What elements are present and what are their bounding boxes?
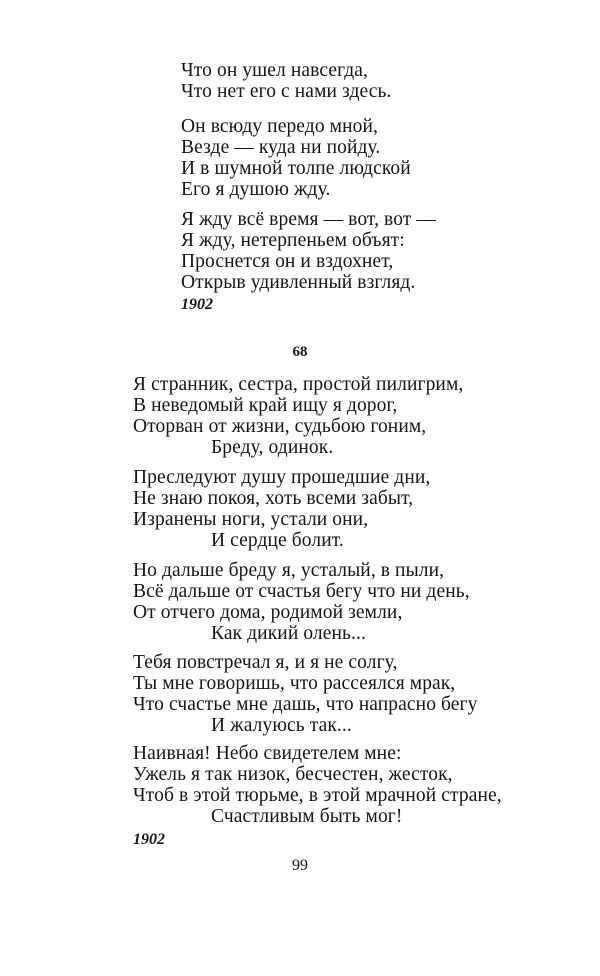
- poem-line: Счастливым быть мог!: [211, 806, 403, 827]
- page-number: 99: [292, 857, 308, 874]
- poem-line: От отчего дома, родимой земли,: [133, 602, 403, 623]
- poem-line: Что он ушел навсегда,: [181, 60, 368, 81]
- prev-poem-stanza-2: [181, 116, 411, 200]
- poem-stanza-1: [133, 374, 463, 458]
- poem-line: И сердце болит.: [211, 530, 344, 551]
- poem-line: Наивная! Небо свидетелем мне:: [133, 743, 402, 764]
- poem-line: Чтоб в этой тюрьме, в этой мрачной стране,: [133, 785, 502, 806]
- poem-line: Всё дальше от счастья бегу что ни день,: [133, 581, 470, 602]
- poem-line: Открыв удивленный взгляд.: [181, 272, 416, 293]
- poem-line: Что счастье мне дашь, что напрасно бегу: [133, 694, 478, 715]
- poem-line: Я странник, сестра, простой пилигрим,: [133, 374, 464, 395]
- poem-line: Ты мне говоришь, что рассеялся мрак,: [133, 673, 456, 694]
- poem-line: Везде — куда ни пойду.: [181, 137, 381, 158]
- poem-line: Преследуют душу прошедшие дни,: [133, 467, 431, 488]
- poem-number: 68: [292, 344, 308, 360]
- poem-line: Я жду всё время — вот, вот —: [181, 209, 436, 230]
- poem-stanza-3: [133, 560, 470, 644]
- poem-line: Проснется он и вздохнет,: [181, 251, 394, 272]
- poem-stanza-5: [133, 743, 502, 827]
- prev-poem-date: 1902: [181, 296, 213, 313]
- poem-line: Но дальше бреду я, усталый, в пыли,: [133, 560, 445, 581]
- poem-line: Оторван от жизни, судьбою гоним,: [133, 416, 427, 437]
- poem-line: Тебя повстречал я, и я не солгу,: [133, 652, 398, 673]
- poem-line: Его я душою жду.: [181, 179, 331, 200]
- poem-line: Не знаю покоя, хоть всеми забыт,: [133, 488, 414, 509]
- poem-line: Изранены ноги, устали они,: [133, 509, 369, 530]
- poem-stanza-4: [133, 652, 477, 736]
- prev-poem-stanza-1: [181, 60, 391, 102]
- poem-line: Как дикий олень...: [211, 623, 366, 644]
- prev-poem-stanza-3: [181, 209, 436, 293]
- poem-stanza-2: [133, 467, 430, 551]
- poem-line: Что нет его с нами здесь.: [181, 81, 392, 102]
- poem-line: Он всюду передо мной,: [181, 116, 378, 137]
- poem-date: 1902: [133, 831, 165, 848]
- poem-line: Ужель я так низок, бесчестен, жесток,: [133, 764, 453, 785]
- poem-line: И жалуюсь так...: [211, 715, 352, 736]
- poem-line: Я жду, нетерпеньем объят:: [181, 230, 405, 251]
- poem-line: И в шумной толпе людской: [181, 158, 411, 179]
- poem-line: В неведомый край ищу я дорог,: [133, 395, 398, 416]
- poem-line: Бреду, одинок.: [211, 437, 334, 458]
